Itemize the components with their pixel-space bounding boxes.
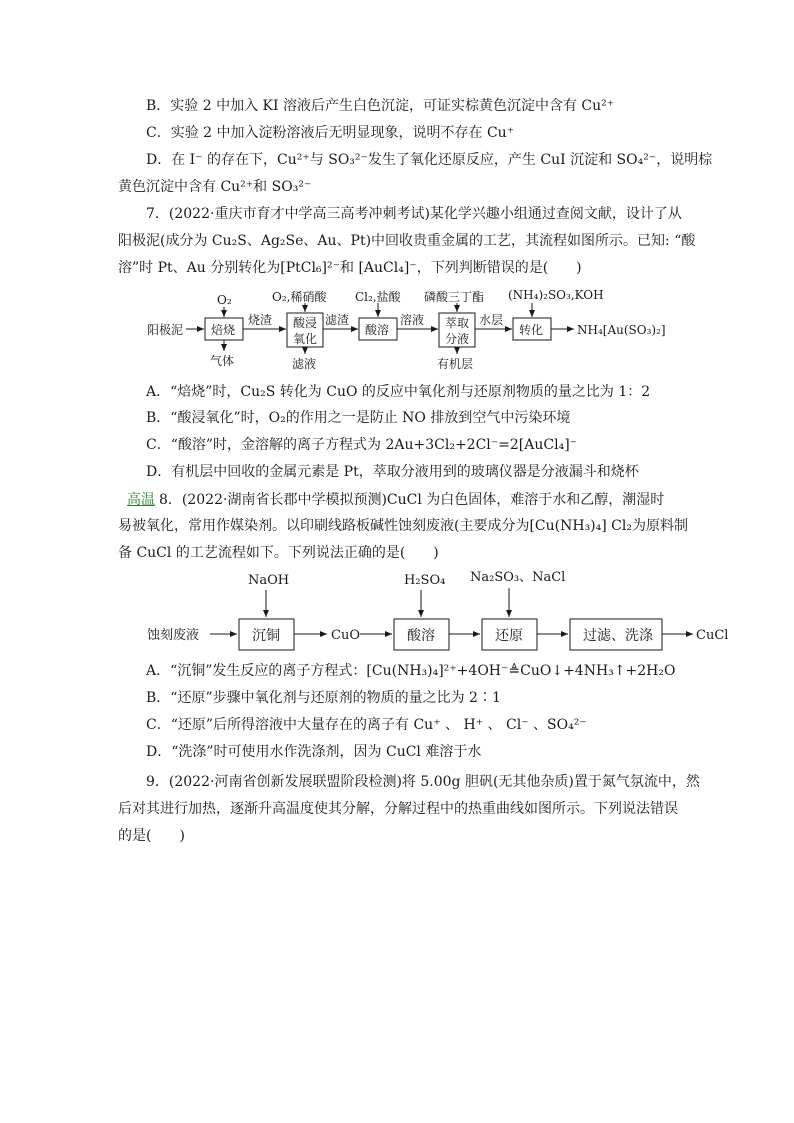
q7-option-c: C．“酸溶”时，金溶解的离子方程式为 2Au+3Cl₂+2Cl⁻=2[AuCl₄]⁻ [146, 437, 578, 453]
q7-option-d: D．有机层中回收的金属元素是 Pt，萃取分液用到的玻璃仪器是分液漏斗和烧杯 [146, 464, 639, 480]
q8-start-label: 蚀刻废液 [147, 628, 200, 643]
q8-stem-line3: 备 CuCl 的工艺流程如下。下列说法正确的是( ) [118, 545, 439, 561]
option-d-prev-cont: 黄色沉淀中含有 Cu²⁺和 SO₃²⁻ [118, 179, 312, 195]
q8-end-cucl: CuCl [696, 628, 729, 643]
option-d-prev: D．在 I⁻ 的存在下，Cu²⁺与 SO₃²⁻发生了氧化还原反应，产生 CuI 沉淀和 SO₄²⁻，说明棕 [146, 152, 713, 168]
q7-top-o2: O₂ [217, 293, 232, 307]
q7-top-cl2-hcl: Cl₂,盐酸 [355, 290, 401, 304]
option-c-prev: C．实验 2 中加入淀粉溶液后无明显现象，说明不存在 Cu⁺ [146, 125, 515, 141]
q7-box-acid-dissolve: 酸溶 [365, 323, 390, 337]
q8-box-precip: 沉铜 [252, 628, 280, 644]
q8-top-h2so4: H₂SO₄ [404, 573, 446, 588]
q8-top-reagents: Na₂SO₃、NaCl [470, 570, 566, 585]
q8-option-c: C．“还原”后所得溶液中大量存在的离子有 Cu⁺ 、 H⁺ 、 Cl⁻ 、SO₄²⁻ [146, 717, 587, 733]
q9-stem-line1: 9．(2022·河南省创新发展联盟阶段检测)将 5.00g 胆矾(无其他杂质)置于氮气氛流中，然 [146, 774, 700, 790]
q8-mid-cuo: CuO [331, 628, 360, 643]
q9-stem-line2: 后对其进行加热，逐渐升高温度使其分解，分解过程中的热重曲线如图所示。下列说法错误 [118, 801, 678, 817]
q8-box-filter-wash: 过滤、洗涤 [583, 628, 653, 644]
q7-bottom-organic: 有机层 [437, 357, 474, 371]
q7-bottom-gas: 气体 [210, 354, 235, 368]
q7-box-oxidize: 氧化 [293, 332, 318, 346]
q8-stem-line2: 易被氧化，常用作媒染剂。以印刷线路板碱性蚀刻废液(主要成分为[Cu(NH₃)₄] Cl₂为原料制 [118, 518, 688, 534]
q8-option-b: B．“还原”步骤中氧化剂与还原剂的物质的量之比为 2∶1 [146, 690, 501, 706]
q7-box-separate: 分液 [445, 332, 470, 346]
option-b-prev: B．实验 2 中加入 KI 溶液后产生白色沉淀，可证实棕黄色沉淀中含有 Cu²⁺ [146, 98, 615, 114]
q7-top-tbp: 磷酸三丁酯 [424, 290, 485, 304]
q7-arrow-ash: 烧渣 [248, 313, 273, 327]
q7-stem-line3: 溶”时 Pt、Au 分别转化为[PtCl₆]²⁻和 [AuCl₄]⁻，下列判断错误的是( ) [118, 260, 582, 276]
q7-arrow-aqueous: 水层 [479, 313, 504, 327]
q7-option-b: B．“酸浸氧化”时，O₂的作用之一是防止 NO 排放到空气中污染环境 [146, 410, 571, 426]
q7-bottom-filtrate: 滤液 [292, 357, 317, 371]
q7-box-acid-leach: 酸浸 [293, 316, 318, 330]
difficulty-tag: 高温 [127, 492, 155, 508]
q8-top-naoh: NaOH [248, 573, 290, 588]
q7-box-extract: 萃取 [445, 316, 470, 330]
q7-stem-line2: 阳极泥(成分为 Cu₂S、Ag₂Se、Au、Pt)中回收贵重金属的工艺，其流程如图所示。已知: “酸 [118, 233, 696, 249]
q7-arrow-solution: 溶液 [400, 313, 425, 327]
q8-option-d: D．“洗涤”时可使用水作洗涤剂，因为 CuCl 难溶于水 [146, 744, 482, 760]
q7-box-convert: 转化 [519, 323, 544, 337]
q8-option-a: A．“沉铜”发生反应的离子方程式：[Cu(NH₃)₄]²⁺+4OH⁻≜CuO↓+4NH₃↑+2H₂O [146, 663, 676, 679]
q7-start-label: 阳极泥 [147, 323, 184, 337]
q8-box-reduce: 还原 [495, 628, 523, 644]
q7-top-o2-hno3: O₂,稀硝酸 [272, 290, 327, 304]
q7-top-reagent: (NH₄)₂SO₃,KOH [508, 288, 604, 302]
q7-arrow-residue: 滤渣 [325, 313, 350, 327]
q7-stem-line1: 7．(2022·重庆市育才中学高三高考冲刺考试)某化学兴趣小组通过查阅文献，设计了从 [146, 206, 682, 222]
q9-stem-line3: 的是( ) [118, 828, 185, 844]
q8-stem-line1-text: 8．(2022·湖南省长郡中学模拟预测)CuCl 为白色固体，难溶于水和乙醇，潮湿时 [159, 492, 665, 508]
q8-box-acid: 酸溶 [407, 628, 435, 644]
q7-box-roast: 焙烧 [211, 323, 236, 337]
q7-end-product: NH₄[Au(SO₃)₂] [577, 323, 666, 337]
q7-option-a: A．“焙烧”时，Cu₂S 转化为 CuO 的反应中氧化剂与还原剂物质的量之比为 1：2 [146, 384, 651, 400]
